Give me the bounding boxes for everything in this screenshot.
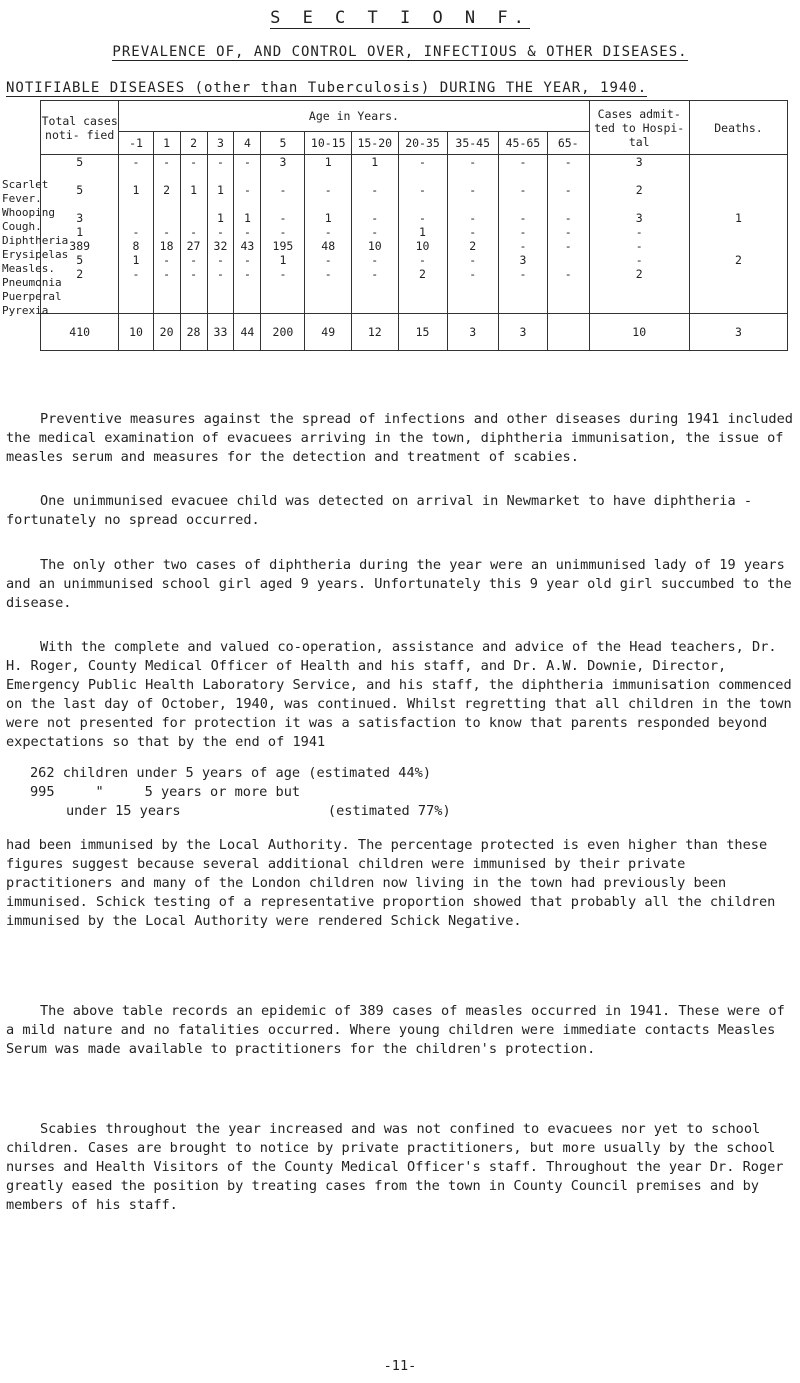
table-cell: -	[498, 211, 547, 225]
table-cell: -	[207, 267, 234, 295]
table-cell: -	[234, 267, 261, 295]
table-cell: -	[207, 225, 234, 239]
table-cell: 5	[41, 155, 119, 184]
paragraph-evacuee-diphtheria: One unimmunised evacuee child was detected on arrival in Newmarket to have diphtheria - fortunately no spread occurred.	[6, 493, 753, 528]
table-title: NOTIFIABLE DISEASES (other than Tuberculosis) DURING THE YEAR, 1940.	[6, 80, 648, 96]
table-cell: -	[547, 225, 589, 239]
table-cell: 3	[498, 253, 547, 267]
header-age-col: 65-	[547, 132, 589, 155]
table-cell: -	[589, 225, 689, 239]
table-row	[41, 183, 788, 211]
table-row	[41, 253, 788, 267]
table-cell: 195	[261, 239, 305, 253]
disease-labels	[2, 178, 69, 318]
total-cell: 3	[447, 314, 498, 351]
table-cell: -	[498, 267, 547, 295]
table-cell: -	[119, 155, 153, 184]
immunisation-figures	[30, 764, 770, 821]
table-cell: 10	[352, 239, 399, 253]
table-cell	[153, 211, 180, 225]
table-cell: -	[180, 267, 207, 295]
table-cell: -	[153, 225, 180, 239]
header-age-col: 5	[261, 132, 305, 155]
header-age-col: 10-15	[305, 132, 352, 155]
table-cell: -	[305, 253, 352, 267]
table-cell: 2	[41, 267, 119, 295]
total-cell: 200	[261, 314, 305, 351]
table-cell: 3	[41, 211, 119, 225]
total-cell: 28	[180, 314, 207, 351]
table-cell: -	[261, 225, 305, 239]
table-cell: 2	[153, 183, 180, 211]
table-cell: -	[447, 225, 498, 239]
total-cell: 12	[352, 314, 399, 351]
table-cell: 2	[398, 267, 447, 295]
table-cell: 43	[234, 239, 261, 253]
table-cell: 2	[589, 183, 689, 211]
table-cell: -	[447, 267, 498, 295]
table-cell: -	[261, 183, 305, 211]
table-cell: -	[547, 239, 589, 253]
disease-label: Measles.	[2, 262, 55, 275]
table-cell: -	[234, 155, 261, 184]
header-age-col: 35-45	[447, 132, 498, 155]
table-cell	[689, 225, 787, 239]
table-cell: 32	[207, 239, 234, 253]
table-row	[41, 225, 788, 239]
table-cell: 10	[398, 239, 447, 253]
table-cell: 1	[352, 155, 399, 184]
table-cell: 48	[305, 239, 352, 253]
table-cell: 3	[261, 155, 305, 184]
table-cell: -	[261, 211, 305, 225]
table-cell: -	[352, 225, 399, 239]
table-cell: -	[234, 183, 261, 211]
table-cell: -	[352, 253, 399, 267]
table-row	[41, 155, 788, 184]
header-deaths: Deaths.	[689, 101, 787, 155]
table-cell: 1	[305, 211, 352, 225]
table-cell: -	[153, 155, 180, 184]
table-cell: -	[498, 225, 547, 239]
disease-label: Whooping Cough.	[2, 206, 55, 233]
table-cell: -	[447, 183, 498, 211]
figure-under-five: 262 children under 5 years of age (estimated 44%)	[30, 765, 432, 781]
disease-label: Pneumonia	[2, 276, 62, 289]
table-cell: 1	[207, 183, 234, 211]
header-age-col: 15-20	[352, 132, 399, 155]
table-cell: -	[180, 155, 207, 184]
table-cell: -	[153, 267, 180, 295]
table-cell: 1	[119, 183, 153, 211]
table-cell: 389	[41, 239, 119, 253]
table-cell: -	[547, 211, 589, 225]
table-cell: -	[589, 239, 689, 253]
total-cell: 33	[207, 314, 234, 351]
header-age-col: 4	[234, 132, 261, 155]
table-cell: -	[207, 155, 234, 184]
table-cell: -	[119, 267, 153, 295]
table-cell: 8	[119, 239, 153, 253]
table-cell: -	[447, 253, 498, 267]
table-cell: -	[447, 211, 498, 225]
table-cell: -	[352, 267, 399, 295]
total-cell: 3	[689, 314, 787, 351]
table-cell: -	[352, 211, 399, 225]
table-cell: -	[305, 225, 352, 239]
table-cell: 2	[589, 267, 689, 295]
header-age-col: 20-35	[398, 132, 447, 155]
table-cell: -	[547, 183, 589, 211]
table-cell: -	[547, 267, 589, 295]
section-subtitle: PREVALENCE OF, AND CONTROL OVER, INFECTIOUS & OTHER DISEASES.	[112, 44, 688, 60]
table-row	[41, 211, 788, 225]
table-cell: -	[305, 183, 352, 211]
table-cell: -	[447, 155, 498, 184]
table-cell: 3	[589, 211, 689, 225]
header-admitted-hospital: Cases admit- ted to Hospi- tal	[589, 101, 689, 155]
table-cell: -	[498, 155, 547, 184]
disease-label: Scarlet Fever.	[2, 178, 49, 205]
table-cell: -	[234, 253, 261, 267]
table-cell: 3	[589, 155, 689, 184]
table-cell: -	[352, 183, 399, 211]
disease-label: Diphtheria	[2, 234, 69, 247]
total-cell: 20	[153, 314, 180, 351]
figure-under-fifteen: under 15 years (estimated 77%)	[66, 803, 451, 819]
table-cell	[180, 211, 207, 225]
table-cell: 5	[41, 183, 119, 211]
table-cell: -	[398, 211, 447, 225]
table-cell: -	[119, 225, 153, 239]
total-cell: 49	[305, 314, 352, 351]
table-row	[41, 267, 788, 295]
table-cell: 1	[207, 211, 234, 225]
table-cell: -	[547, 155, 589, 184]
paragraph-scabies: Scabies throughout the year increased and was not confined to evacuees nor yet to school children. Cases are brought to notice by private practitioners, but more usually by the school nurses and Health Visitors of the County Medical Officer's staff. Throughout the year Dr. Roger greatly eased the position by treating cases from the town in County Council premises and by members of his staff.	[6, 1121, 784, 1213]
header-total-cases: Total cases noti- fied	[41, 101, 119, 155]
total-cell: 10	[119, 314, 153, 351]
header-age-col: 3	[207, 132, 234, 155]
total-cell: 44	[234, 314, 261, 351]
table-cell: -	[207, 253, 234, 267]
table-cell: -	[398, 253, 447, 267]
figure-five-plus: 995 " 5 years or more but	[30, 784, 301, 800]
table-cell: 1	[119, 253, 153, 267]
total-cell	[547, 314, 589, 351]
table-cell: 2	[447, 239, 498, 253]
table-cell: 1	[689, 211, 787, 225]
header-age-col: -1	[119, 132, 153, 155]
table-cell: 5	[41, 253, 119, 267]
table-cell: -	[398, 183, 447, 211]
table-cell: 1	[398, 225, 447, 239]
table-cell: -	[261, 267, 305, 295]
table-cell	[547, 253, 589, 267]
table-row	[41, 239, 788, 253]
table-cell: 1	[41, 225, 119, 239]
table-cell: 2	[689, 253, 787, 267]
paragraph-percentage-protected: had been immunised by the Local Authority. The percentage protected is even higher than these figures suggest because several additional children were immunised by their private practitioners and many of the London children now living in the town had previously been immunised. Schick testing of a representative proportion showed that probably all the children immunised by the Local Authority were rendered Schick Negative.	[6, 837, 776, 929]
table-cell	[689, 267, 787, 295]
table-cell: 1	[180, 183, 207, 211]
table-cell	[119, 211, 153, 225]
table-cell: -	[180, 253, 207, 267]
page-number: -11-	[383, 1358, 417, 1374]
totals-row	[41, 314, 788, 351]
table-body	[41, 155, 788, 351]
table-cell: -	[234, 225, 261, 239]
paragraph-preventive-measures: Preventive measures against the spread of infections and other diseases during 1941 included the medical examination of evacuees arriving in the town, diphtheria immunisation, the issue of measles serum and measures for the detection and treatment of scabies.	[6, 411, 793, 465]
table-cell: 1	[305, 155, 352, 184]
paragraph-measles: The above table records an epidemic of 389 cases of measles occurred in 1941. These were of a mild nature and no fatalities occurred. Where young children were immediate contacts Measles Serum was made available to practitioners for the children's protection.	[6, 1003, 785, 1057]
notifiable-diseases-table	[40, 100, 788, 351]
disease-label: Erysipelas	[2, 248, 69, 261]
paragraph-immunisation: With the complete and valued co-operation, assistance and advice of the Head teachers, Dr. H. Roger, County Medical Officer of Health and his staff, and Dr. A.W. Downie, Director, Emergency Public Health Laboratory Service, and his staff, the diphtheria immunisation commenced on the last day of October, 1940, was continued. Whilst regretting that all children in the town were not presented for protection it was a satisfaction to know that parents responded beyond expectations so that by the end of 1941	[6, 639, 792, 750]
disease-label: Puerperal Pyrexia	[2, 290, 62, 317]
total-cell: 15	[398, 314, 447, 351]
header-age-col: 1	[153, 132, 180, 155]
total-cell: 3	[498, 314, 547, 351]
table-cell	[689, 183, 787, 211]
table-cell: -	[498, 183, 547, 211]
table-cell: 1	[261, 253, 305, 267]
table-cell: 27	[180, 239, 207, 253]
table-cell: -	[180, 225, 207, 239]
table-cell: -	[398, 155, 447, 184]
header-age-col: 2	[180, 132, 207, 155]
table-cell: -	[153, 253, 180, 267]
table-cell: 18	[153, 239, 180, 253]
header-age-col: 45-65	[498, 132, 547, 155]
paragraph-diphtheria-cases: The only other two cases of diphtheria during the year were an unimmunised lady of 19 years and an unimmunised school girl aged 9 years. Unfortunately this 9 year old girl succumbed to the disease.	[6, 557, 792, 611]
total-cell: 410	[41, 314, 119, 351]
section-title: S E C T I O N F.	[270, 8, 530, 28]
table-cell: -	[498, 239, 547, 253]
table-cell: -	[305, 267, 352, 295]
table-cell	[689, 155, 787, 184]
header-age-in-years: Age in Years.	[119, 101, 589, 132]
table-cell: -	[589, 253, 689, 267]
total-cell: 10	[589, 314, 689, 351]
table-cell	[689, 239, 787, 253]
table-cell: 1	[234, 211, 261, 225]
